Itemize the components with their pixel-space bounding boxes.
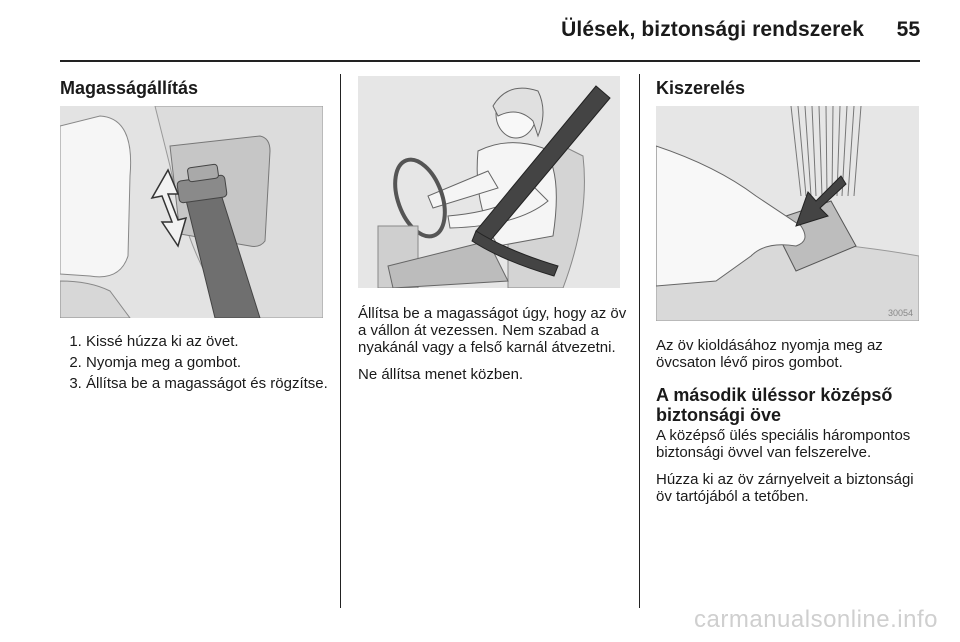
subheading-middle-seat-belt: A második üléssor középső biztonsági öve [656,385,893,425]
column-divider-right [639,74,640,608]
removal-instructions [656,337,931,515]
list-item: 2. Nyomja meg a gombot. [86,353,356,372]
paragraph: A középső ülés speciális hárompontos biztonsági övvel van felszerelve. [656,427,911,461]
paragraph: Ne állítsa menet közben. [358,366,524,383]
page-number: 55 [896,18,920,41]
paragraph: Állítsa be a magasságot úgy, hogy az öv a vállon át vezessen. Nem szabad a nyakánál vagy a felső karnál átvezetni. [358,305,627,356]
list-item: 1. Kissé húzza ki az övet. [86,332,356,351]
paragraph: Az öv kioldásához nyomja meg az övcsaton lévő piros gombot. [656,337,883,371]
watermark: carmanualsonline.info [694,606,938,633]
figure-buckle-release [656,106,919,321]
section-heading-height-adjust: Magasságállítás [60,78,199,98]
figure-code: 30054 [888,308,914,318]
header-rule [60,60,920,62]
page-header-title: Ülések, biztonsági rendszerek [561,18,864,41]
figure-driver-belt-position [358,76,620,288]
driver-belt-illustration [358,76,620,288]
adjustment-steps-list [60,332,356,395]
paragraph: Húzza ki az öv zárnyelveit a biztonsági öv tartójából a tetőben. [656,471,914,505]
list-item: 3. Állítsa be a magasságot és rögzítse. [86,374,356,393]
belt-position-instructions [358,305,628,393]
section-heading-removal: Kiszerelés [656,78,746,98]
belt-height-adjuster-illustration [60,106,323,318]
buckle-release-illustration [656,106,919,321]
figure-belt-height-adjuster [60,106,323,318]
